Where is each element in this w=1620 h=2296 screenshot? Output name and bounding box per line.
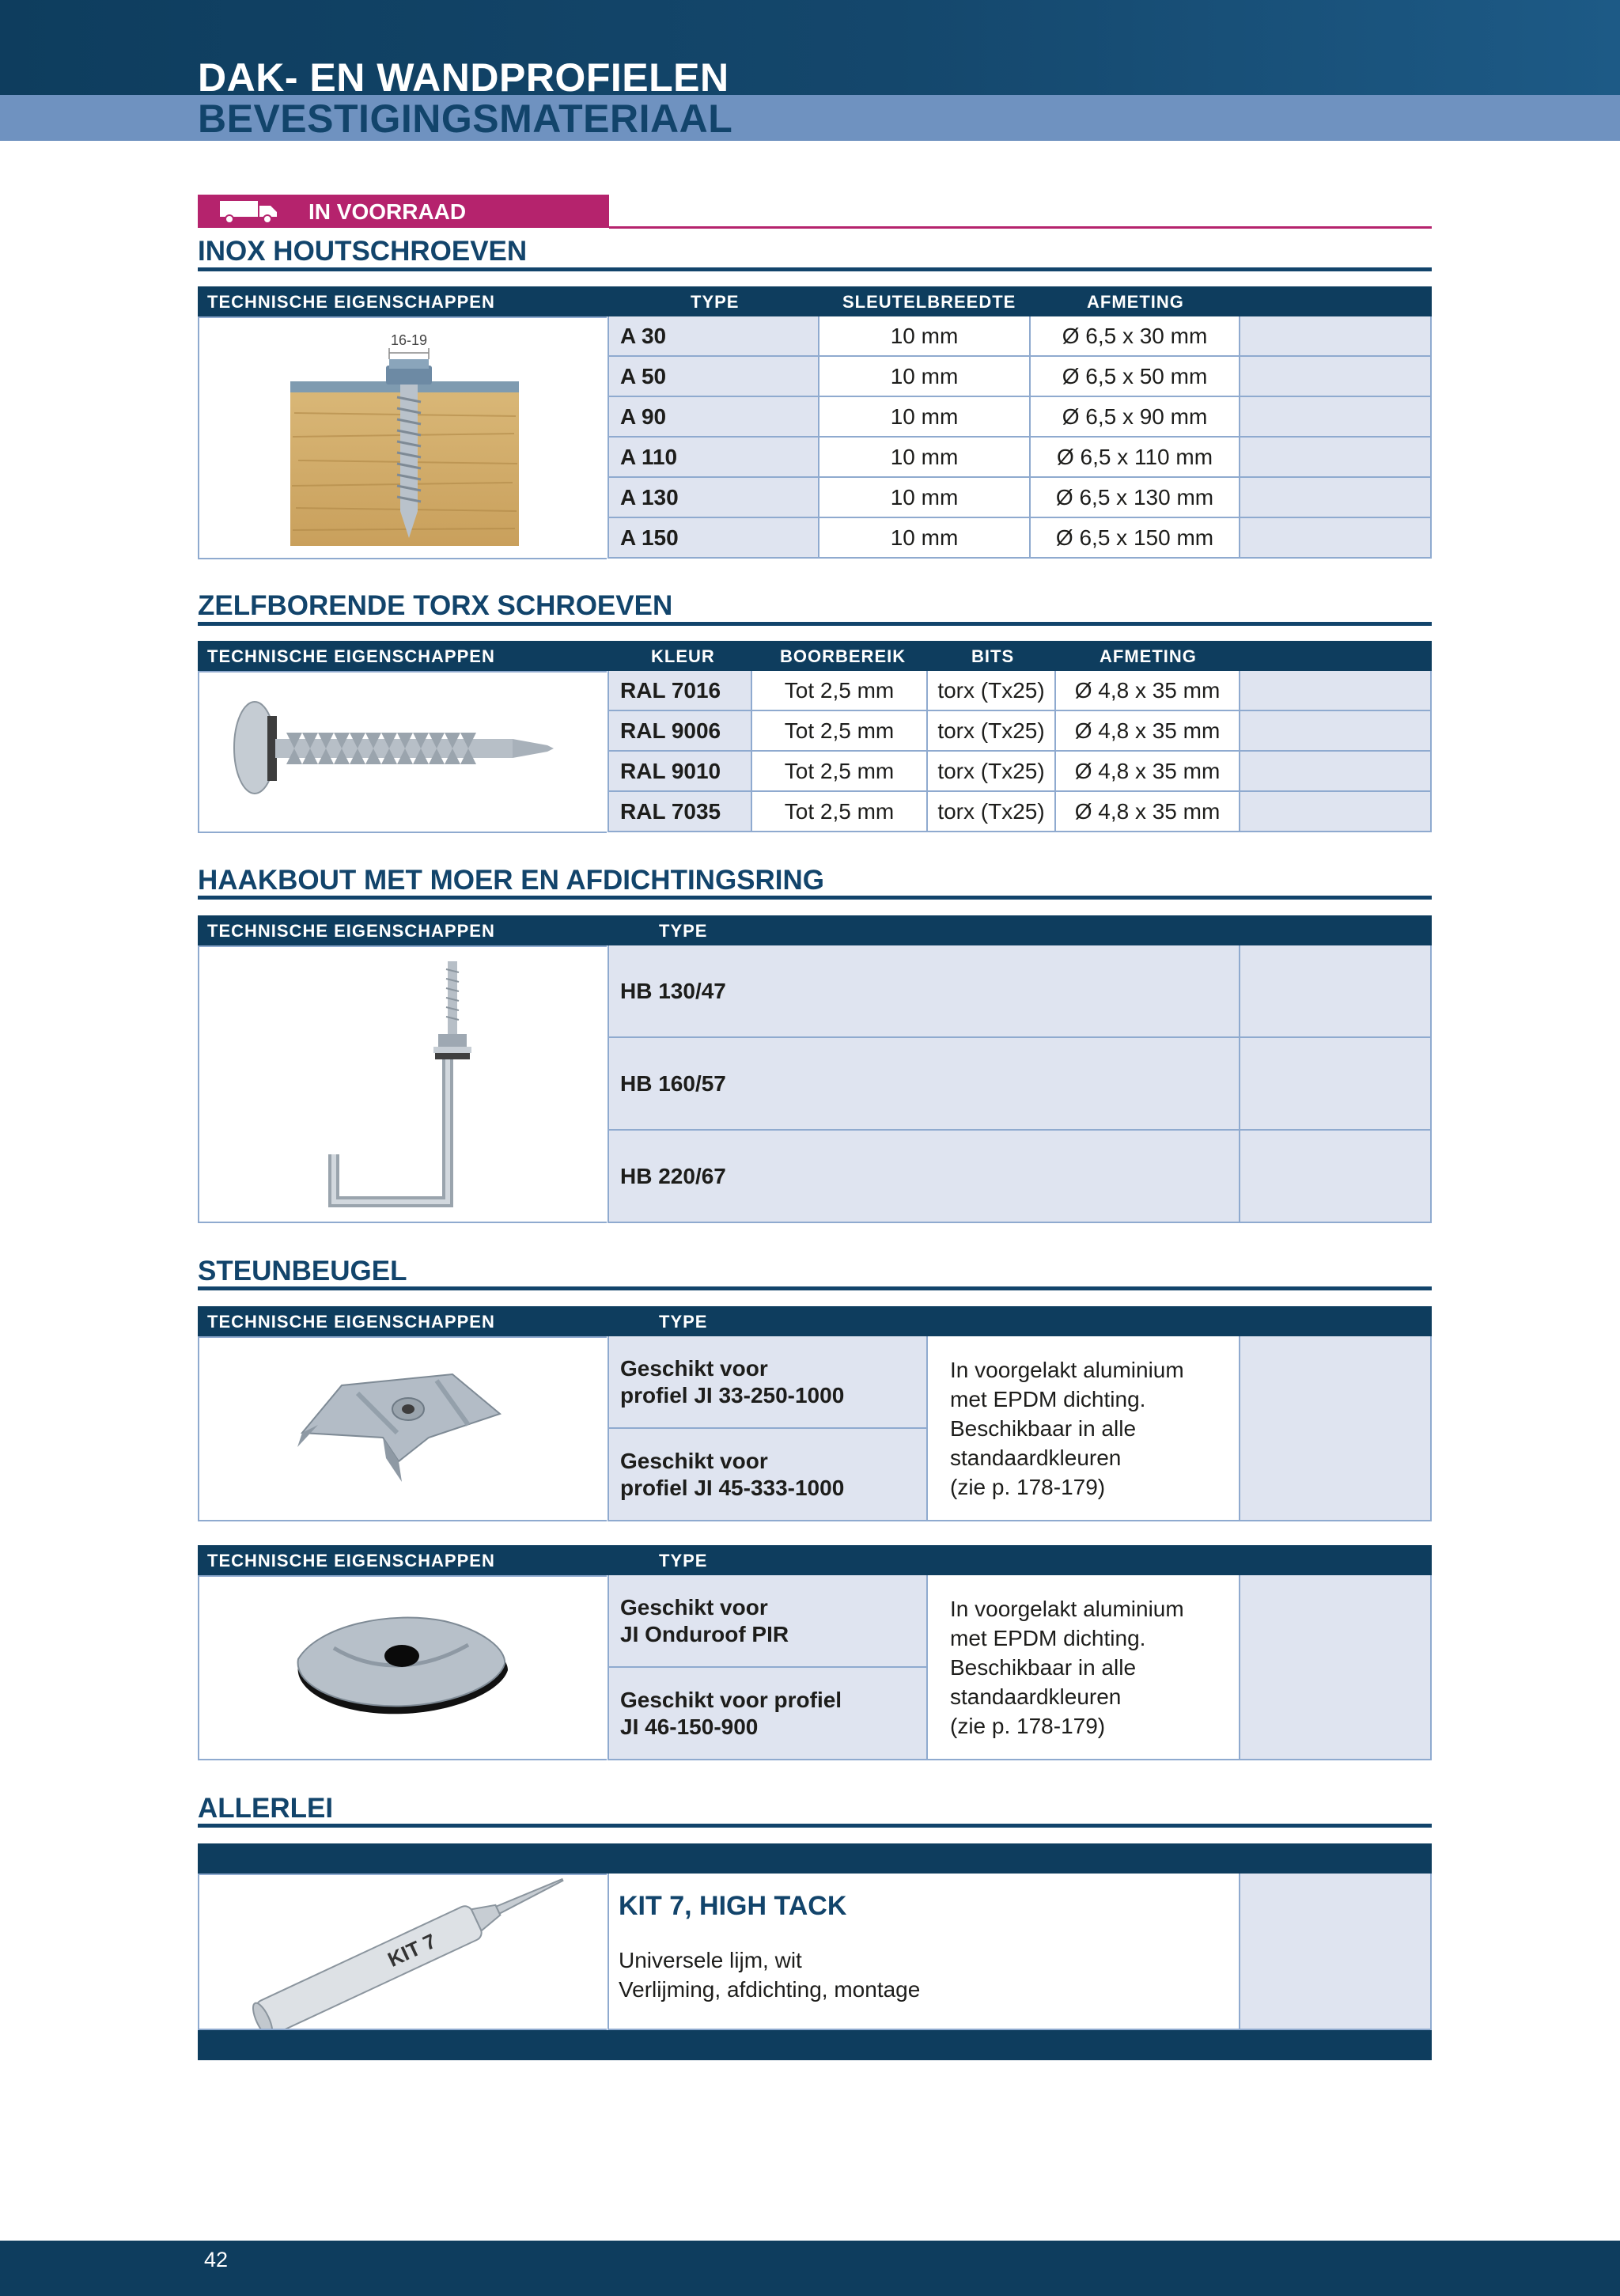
table-row — [608, 357, 1432, 397]
section-rule — [198, 1286, 1432, 1290]
size-cell: Ø 4,8 x 35 mm — [1056, 671, 1240, 711]
bits-cell: torx (Tx25) — [928, 671, 1056, 711]
note-line: In voorgelakt aluminium — [950, 1357, 1184, 1382]
table-row — [608, 671, 1432, 711]
header-props: TECHNISCHE EIGENSCHAPPEN — [207, 292, 495, 312]
section-title-bracket: STEUNBEUGEL — [198, 1256, 407, 1286]
table-row — [608, 1131, 1432, 1223]
page-footer — [0, 2241, 1620, 2296]
size-cell: Ø 4,8 x 35 mm — [1056, 792, 1240, 832]
note-line: (zie p. 178-179) — [950, 1713, 1106, 1738]
table-row — [608, 1429, 928, 1521]
blank-cell — [1240, 711, 1432, 752]
type-cell: A 110 — [608, 438, 819, 478]
note-line: met EPDM dichting. — [950, 1625, 1146, 1650]
size-cell: Ø 6,5 x 50 mm — [1031, 357, 1240, 397]
product-title: KIT 7, HIGH TACK — [619, 1891, 847, 1921]
truck-icon — [218, 199, 280, 225]
misc-row — [608, 1874, 1432, 2030]
blank-cell — [1240, 357, 1432, 397]
size-cell: Ø 6,5 x 150 mm — [1031, 518, 1240, 559]
header-type: TYPE — [659, 1551, 708, 1570]
table-footer-bar — [198, 2030, 1432, 2060]
header-color: KLEUR — [651, 646, 715, 666]
color-cell: RAL 7016 — [608, 671, 752, 711]
header-props: TECHNISCHE EIGENSCHAPPEN — [207, 1551, 495, 1570]
product-image-cell — [198, 1874, 607, 2030]
blank-cell — [1240, 792, 1432, 832]
bits-cell: torx (Tx25) — [928, 711, 1056, 752]
size-cell: Ø 6,5 x 130 mm — [1031, 478, 1240, 518]
bracket-type-line2: profiel JI 33-250-1000 — [620, 1382, 845, 1408]
header-size: AFMETING — [1100, 646, 1197, 666]
product-desc-2: Verlijming, afdichting, montage — [619, 1977, 921, 2002]
header-type: TYPE — [659, 921, 708, 941]
section-rule — [198, 622, 1432, 626]
page-title: DAK- EN WANDPROFIELEN — [198, 55, 729, 100]
type-cell: A 150 — [608, 518, 819, 559]
header-type: TYPE — [659, 1312, 708, 1332]
misc-table — [198, 1843, 1432, 2060]
bracket-note — [928, 1336, 1240, 1521]
bracket-type-line1: Geschikt voor profiel — [620, 1687, 842, 1712]
product-image-cell — [198, 945, 607, 1223]
note-line: (zie p. 178-179) — [950, 1474, 1106, 1499]
blank-cell — [1240, 752, 1432, 792]
onduroof-bracket-image — [199, 1577, 605, 1759]
bracket-type-line2: profiel JI 45-333-1000 — [620, 1475, 845, 1500]
bracket-type-line1: Geschikt voor — [620, 1448, 768, 1473]
table-row — [608, 478, 1432, 518]
size-cell: Ø 6,5 x 90 mm — [1031, 397, 1240, 438]
size-cell: Ø 6,5 x 110 mm — [1031, 438, 1240, 478]
table-header — [198, 1843, 1432, 1874]
hook-bolt-image — [199, 947, 605, 1222]
bracket-type-line1: Geschikt voor — [620, 1594, 768, 1620]
stock-divider — [609, 226, 1432, 229]
bracket-rows — [608, 1336, 1432, 1521]
inox-table — [198, 286, 1432, 559]
blank-cell — [1240, 438, 1432, 478]
blank-cell — [1240, 1575, 1432, 1760]
type-cell: A 130 — [608, 478, 819, 518]
note-line: standaardkleuren — [950, 1684, 1122, 1709]
key-width-cell: 10 mm — [819, 438, 1031, 478]
drill-range-cell: Tot 2,5 mm — [752, 752, 928, 792]
blank-cell — [1240, 518, 1432, 559]
table-row — [608, 711, 1432, 752]
hook-table — [198, 915, 1432, 1223]
bracket-image — [199, 1338, 605, 1520]
bits-cell: torx (Tx25) — [928, 792, 1056, 832]
key-width-cell: 10 mm — [819, 518, 1031, 559]
header-size: AFMETING — [1087, 292, 1184, 312]
table-header — [198, 286, 1432, 316]
type-cell: HB 130/47 — [608, 945, 1240, 1038]
section-title-hook: HAAKBOUT MET MOER EN AFDICHTINGSRING — [198, 865, 825, 896]
header-props: TECHNISCHE EIGENSCHAPPEN — [207, 646, 495, 666]
blank-cell — [1240, 945, 1432, 1038]
table-row — [608, 316, 1432, 357]
header-drill-range: BOORBEREIK — [780, 646, 907, 666]
table-header — [198, 915, 1432, 945]
color-cell: RAL 9010 — [608, 752, 752, 792]
bracket-type-line1: Geschikt voor — [620, 1355, 768, 1381]
table-row — [608, 438, 1432, 478]
header-props: TECHNISCHE EIGENSCHAPPEN — [207, 921, 495, 941]
size-cell: Ø 4,8 x 35 mm — [1056, 752, 1240, 792]
blank-cell — [1240, 1874, 1432, 2030]
type-cell: HB 160/57 — [608, 1038, 1240, 1131]
note-line: Beschikbaar in alle — [950, 1415, 1137, 1441]
color-cell: RAL 7035 — [608, 792, 752, 832]
page-number: 42 — [204, 2248, 229, 2271]
product-image-cell — [198, 316, 607, 559]
bracket-type-line2: JI 46-150-900 — [620, 1714, 759, 1739]
blank-cell — [1240, 1038, 1432, 1131]
note-line: In voorgelakt aluminium — [950, 1596, 1184, 1621]
bracket-table-1 — [198, 1306, 1432, 1521]
section-rule — [198, 267, 1432, 271]
bits-cell: torx (Tx25) — [928, 752, 1056, 792]
product-image-cell — [198, 671, 607, 833]
header-type: TYPE — [691, 292, 740, 312]
wood-screw-image — [199, 318, 605, 558]
table-row — [608, 945, 1432, 1038]
blank-cell — [1240, 1131, 1432, 1223]
table-row — [608, 752, 1432, 792]
key-width-cell: 10 mm — [819, 316, 1031, 357]
type-cell: A 30 — [608, 316, 819, 357]
table-header — [198, 1306, 1432, 1336]
drill-range-cell: Tot 2,5 mm — [752, 711, 928, 752]
blank-cell — [1240, 1336, 1432, 1521]
bracket-table-2 — [198, 1545, 1432, 1760]
section-title-misc: ALLERLEI — [198, 1793, 334, 1824]
type-cell: HB 220/67 — [608, 1131, 1240, 1223]
header-key-width: SLEUTELBREEDTE — [842, 292, 1016, 312]
bracket-type-line2: JI Onduroof PIR — [620, 1621, 789, 1646]
blank-cell — [1240, 478, 1432, 518]
drill-range-cell: Tot 2,5 mm — [752, 792, 928, 832]
dimension-label: 16-19 — [390, 332, 428, 348]
size-cell: Ø 6,5 x 30 mm — [1031, 316, 1240, 357]
header-bits: BITS — [971, 646, 1015, 666]
product-description — [608, 1874, 1240, 2030]
blank-cell — [1240, 397, 1432, 438]
key-width-cell: 10 mm — [819, 397, 1031, 438]
key-width-cell: 10 mm — [819, 478, 1031, 518]
blank-cell — [1240, 671, 1432, 711]
bracket-rows — [608, 1575, 1432, 1760]
section-rule — [198, 896, 1432, 900]
table-row — [608, 397, 1432, 438]
table-row — [608, 1038, 1432, 1131]
table-row — [608, 792, 1432, 832]
tube-label: KIT 7 — [384, 1928, 440, 1972]
table-header — [198, 641, 1432, 671]
color-cell: RAL 9006 — [608, 711, 752, 752]
section-title-torx: ZELFBORENDE TORX SCHROEVEN — [198, 590, 673, 621]
sealant-tube-image — [199, 1875, 605, 2029]
stock-banner — [198, 195, 609, 228]
table-header — [198, 1545, 1432, 1575]
note-line: Beschikbaar in alle — [950, 1654, 1137, 1680]
table-row — [608, 1668, 928, 1760]
header-props: TECHNISCHE EIGENSCHAPPEN — [207, 1312, 495, 1332]
table-row — [608, 1336, 928, 1429]
section-title-inox: INOX HOUTSCHROEVEN — [198, 236, 528, 267]
stock-label: IN VOORRAAD — [308, 199, 467, 224]
type-cell: A 50 — [608, 357, 819, 397]
section-rule — [198, 1824, 1432, 1828]
blank-cell — [1240, 316, 1432, 357]
table-row — [608, 518, 1432, 559]
note-line: met EPDM dichting. — [950, 1386, 1146, 1411]
size-cell: Ø 4,8 x 35 mm — [1056, 711, 1240, 752]
page-subtitle: BEVESTIGINGSMATERIAAL — [198, 97, 733, 141]
torx-screw-image — [199, 673, 605, 832]
product-image-cell — [198, 1336, 607, 1521]
bracket-note — [928, 1575, 1240, 1760]
type-cell: A 90 — [608, 397, 819, 438]
product-desc-1: Universele lijm, wit — [619, 1948, 802, 1972]
note-line: standaardkleuren — [950, 1445, 1122, 1470]
product-image-cell — [198, 1575, 607, 1760]
drill-range-cell: Tot 2,5 mm — [752, 671, 928, 711]
table-row — [608, 1575, 928, 1668]
key-width-cell: 10 mm — [819, 357, 1031, 397]
torx-table — [198, 641, 1432, 833]
